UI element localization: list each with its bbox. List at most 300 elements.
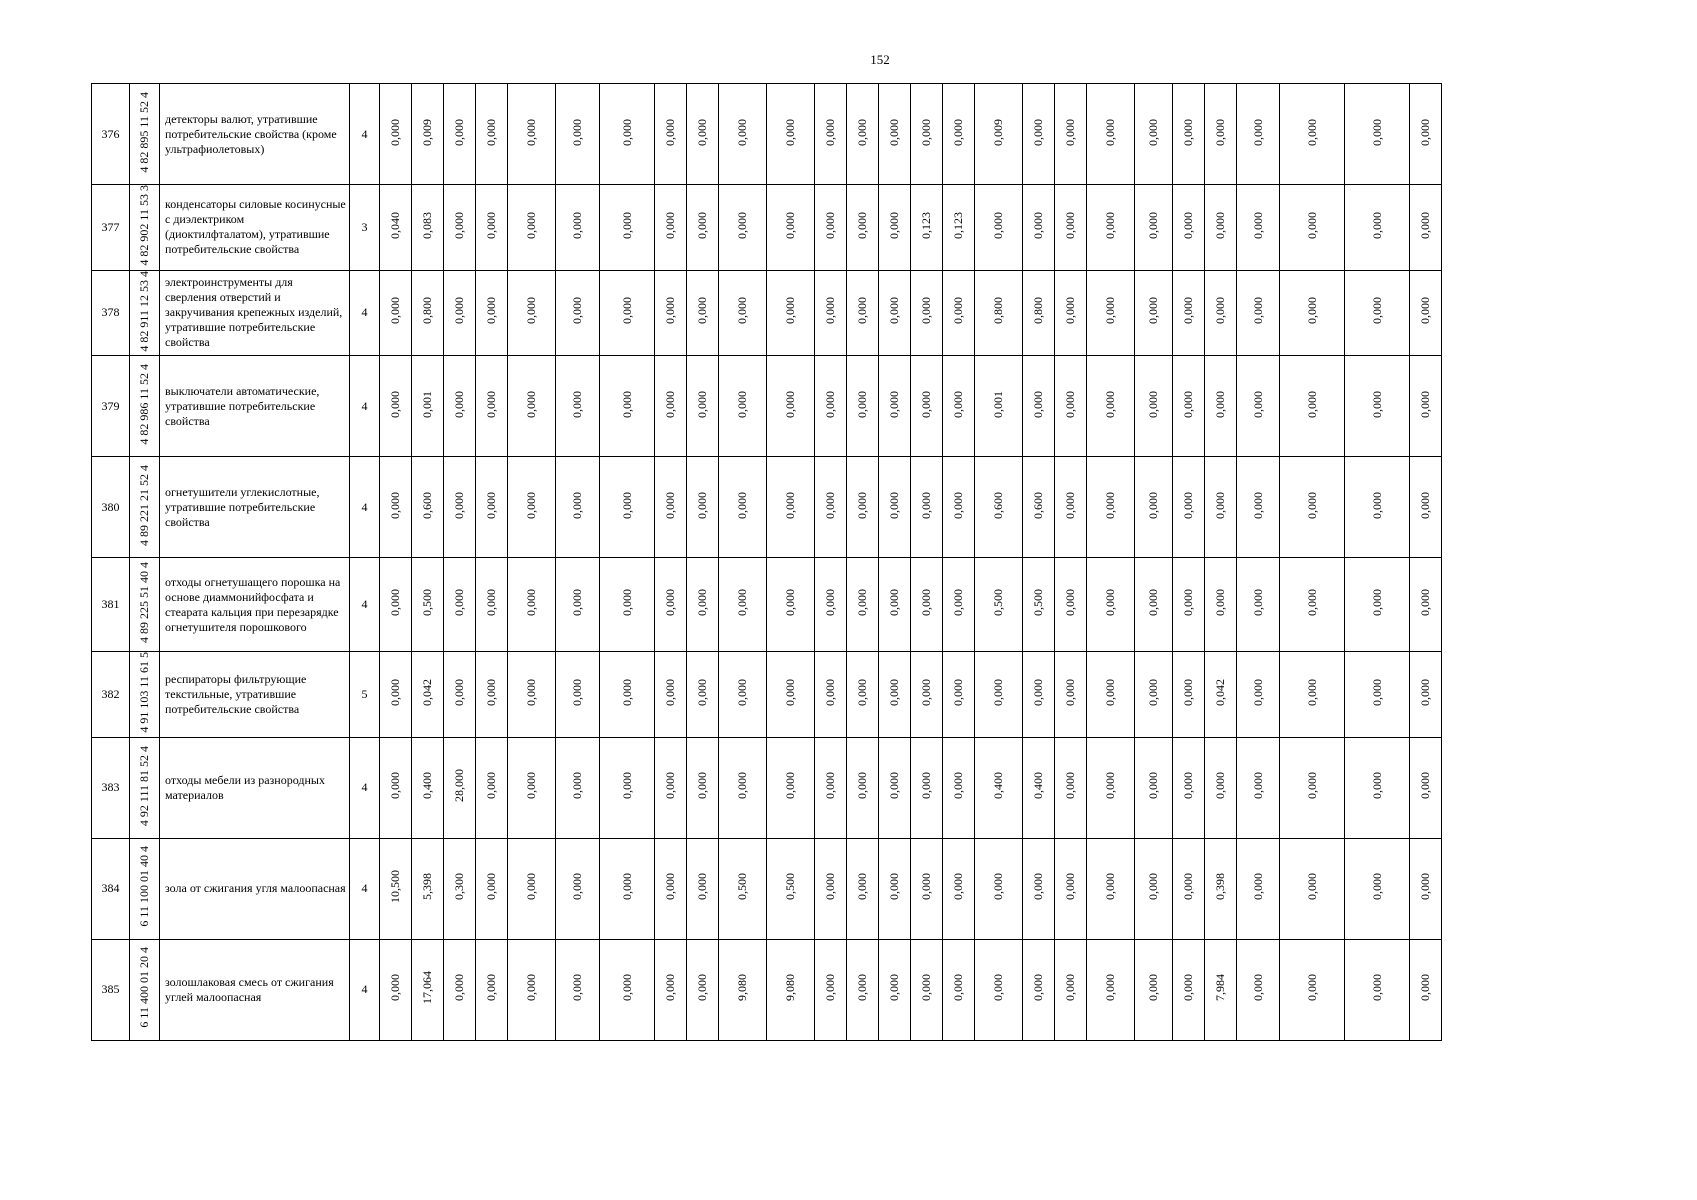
hazard-class-cell: 4 [350,457,380,558]
value-cell-text: 0,000 [919,589,933,617]
value-cell-text: 0,123 [919,211,933,239]
value-cell-text: 0,000 [619,873,634,901]
value-cell-text: 0,000 [484,974,498,1002]
value-cell [556,838,600,939]
value-cell [1205,939,1237,1040]
value-cell [719,270,767,356]
value-cell [687,652,719,738]
value-cell [1087,652,1135,738]
value-cell-text: 0,000 [1418,678,1432,706]
hazard-class-cell: 3 [350,185,380,271]
value-cell [600,939,655,1040]
value-cell [1173,84,1205,185]
value-cell-text: 0,000 [951,974,965,1002]
value-cell-text: 0,000 [991,678,1005,706]
value-cell-text: 0,000 [855,772,869,800]
value-cell [1237,737,1280,838]
value-cell-text: 0,000 [783,678,797,706]
value-cell [1205,185,1237,271]
value-cell [476,185,508,271]
value-cell [975,84,1023,185]
value-cell [879,270,911,356]
table-row [92,558,1442,652]
value-cell [815,558,847,652]
value-cell-text: 0,000 [735,118,749,146]
waste-code-cell [130,270,160,356]
value-cell-text: 0,000 [1369,772,1384,800]
value-cell-text: 0,000 [991,873,1005,901]
value-cell-text: 0,000 [1304,118,1319,146]
value-cell [1173,939,1205,1040]
value-cell [1023,939,1055,1040]
value-cell [600,838,655,939]
value-cell-text: 0,000 [887,974,901,1002]
value-cell [1280,652,1345,738]
value-cell-text: 0,500 [991,589,1005,617]
value-cell [1237,457,1280,558]
value-cell [847,270,879,356]
value-cell-text: 0,000 [783,589,797,617]
value-cell [444,84,476,185]
value-cell-text: 0,000 [1250,873,1265,901]
value-cell-text: 0,000 [887,772,901,800]
value-cell [1280,939,1345,1040]
value-cell [476,457,508,558]
value-cell-text: 0,009 [991,118,1005,146]
value-cell-text: 0,000 [1369,678,1384,706]
value-cell [687,185,719,271]
value-cell [1023,838,1055,939]
table-row [92,356,1442,457]
value-cell-text: 0,000 [524,211,538,239]
value-cell [655,737,687,838]
value-cell [767,185,815,271]
value-cell-text: 0,000 [570,678,584,706]
value-cell [655,84,687,185]
value-cell-text: 0,000 [1063,589,1077,617]
value-cell [380,939,412,1040]
value-cell-text: 0,000 [1250,491,1265,519]
value-cell-text: 0,000 [1418,974,1432,1002]
value-cell [1135,457,1173,558]
hazard-class-cell: 4 [350,558,380,652]
value-cell [687,737,719,838]
value-cell [444,270,476,356]
value-cell-text: 0,000 [1103,297,1117,325]
value-cell-text: 0,000 [524,390,538,418]
value-cell [655,270,687,356]
value-cell-text: 0,000 [1418,589,1432,617]
value-cell [1345,84,1410,185]
value-cell-text: 0,000 [484,211,498,239]
value-cell-text: 0,000 [695,589,709,617]
value-cell-text: 0,000 [783,491,797,519]
value-cell [508,457,556,558]
hazard-class-cell: 4 [350,939,380,1040]
value-cell [508,939,556,1040]
value-cell-text: 0,000 [1146,678,1160,706]
value-cell [1173,558,1205,652]
value-cell-text: 0,000 [1103,873,1117,901]
value-cell [1345,558,1410,652]
value-cell-text: 0,000 [388,974,402,1002]
value-cell [911,558,943,652]
value-cell-text: 0,000 [619,589,634,617]
value-cell [1055,457,1087,558]
value-cell [380,737,412,838]
value-cell-text: 0,000 [388,390,402,418]
table-row [92,84,1442,185]
value-cell [815,737,847,838]
value-cell [719,356,767,457]
value-cell-text: 0,000 [735,772,749,800]
value-cell-text: 0,000 [388,678,402,706]
value-cell [847,838,879,939]
value-cell-text: 0,000 [663,974,677,1002]
value-cell [719,558,767,652]
value-cell-text: 0,000 [570,297,584,325]
value-cell-text: 0,000 [951,873,965,901]
value-cell-text: 0,000 [1304,873,1319,901]
hazard-class-cell: 4 [350,838,380,939]
value-cell-text: 0,000 [1250,678,1265,706]
value-cell [476,356,508,457]
waste-name-cell: отходы мебели из разнородных материалов [160,737,350,838]
value-cell-text: 0,000 [1250,297,1265,325]
value-cell-text: 0,000 [1250,772,1265,800]
value-cell-text: 0,000 [887,678,901,706]
value-cell [1135,356,1173,457]
value-cell-text: 0,500 [783,873,797,901]
value-cell-text: 0,000 [619,211,634,239]
value-cell-text: 0,000 [1250,589,1265,617]
value-cell-text: 0,000 [1304,211,1319,239]
value-cell [1410,838,1442,939]
value-cell [975,558,1023,652]
value-cell [1237,84,1280,185]
value-cell-text: 0,000 [823,589,837,617]
waste-name-cell: выключатели автоматические, утратившие потребительские свойства [160,356,350,457]
hazard-class-cell: 4 [350,737,380,838]
value-cell-text: 7,984 [1213,974,1227,1002]
value-cell [719,939,767,1040]
value-cell [879,838,911,939]
waste-name-cell: зола от сжигания угля малоопасная [160,838,350,939]
value-cell [1280,270,1345,356]
value-cell [1055,84,1087,185]
value-cell [1345,838,1410,939]
value-cell-text: 0,000 [1103,390,1117,418]
value-cell-text: 0,000 [919,297,933,325]
value-cell-text: 0,000 [1181,772,1195,800]
value-cell [1237,939,1280,1040]
value-cell-text: 0,000 [484,873,498,901]
value-cell-text: 0,000 [695,491,709,519]
value-cell-text: 0,042 [1213,678,1227,706]
value-cell [943,270,975,356]
value-cell [767,652,815,738]
value-cell [1410,558,1442,652]
value-cell-text: 0,000 [951,678,965,706]
value-cell [975,838,1023,939]
value-cell-text: 0,000 [951,118,965,146]
value-cell-text: 0,000 [855,211,869,239]
value-cell [556,356,600,457]
value-cell [655,558,687,652]
value-cell-text: 0,123 [951,211,965,239]
value-cell-text: 0,000 [570,772,584,800]
value-cell [847,84,879,185]
value-cell-text: 0,000 [663,678,677,706]
value-cell [719,457,767,558]
value-cell [1410,185,1442,271]
waste-code-cell-text: 6 11 100 01 40 4 [137,846,151,927]
value-cell-text: 0,000 [695,390,709,418]
value-cell [687,84,719,185]
value-cell-text: 0,000 [887,297,901,325]
value-cell-text: 0,000 [919,873,933,901]
value-cell [1087,457,1135,558]
value-cell-text: 9,080 [735,974,749,1002]
value-cell [1055,939,1087,1040]
value-cell [444,457,476,558]
value-cell-text: 0,000 [783,390,797,418]
value-cell [1087,84,1135,185]
value-cell-text: 0,000 [619,390,634,418]
value-cell [1410,84,1442,185]
value-cell-text: 0,000 [1213,390,1227,418]
value-cell-text: 0,000 [1181,297,1195,325]
value-cell [556,939,600,1040]
value-cell-text: 0,000 [1103,678,1117,706]
value-cell-text: 0,000 [570,118,584,146]
value-cell [1135,652,1173,738]
value-cell-text: 0,000 [1418,297,1432,325]
hazard-class-cell: 5 [350,652,380,738]
value-cell-text: 0,000 [1304,491,1319,519]
value-cell [1087,737,1135,838]
value-cell [1023,737,1055,838]
value-cell [815,185,847,271]
value-cell [687,270,719,356]
value-cell [1135,185,1173,271]
waste-name-cell: огнетушители углекислотные, утратившие потребительские свойства [160,457,350,558]
value-cell-text: 0,000 [1369,390,1384,418]
value-cell-text: 0,000 [855,678,869,706]
waste-code-cell-text: 4 92 111 81 52 4 [137,745,151,826]
value-cell [476,838,508,939]
value-cell-text: 0,000 [663,390,677,418]
value-cell-text: 0,000 [783,772,797,800]
value-cell [767,737,815,838]
value-cell-text: 0,000 [484,772,498,800]
waste-code-cell [130,838,160,939]
value-cell [1345,652,1410,738]
value-cell-text: 0,000 [1103,589,1117,617]
value-cell-text: 0,500 [420,589,434,617]
value-cell [1087,356,1135,457]
value-cell-text: 0,000 [951,390,965,418]
waste-name-cell: золошлаковая смесь от сжигания углей малоопасная [160,939,350,1040]
value-cell [508,270,556,356]
row-number-cell: 380 [92,457,130,558]
value-cell-text: 0,000 [1146,873,1160,901]
value-cell [911,356,943,457]
value-cell-text: 0,600 [991,491,1005,519]
value-cell-text: 0,800 [1031,297,1045,325]
value-cell-text: 0,000 [619,974,634,1002]
value-cell [600,84,655,185]
waste-code-cell-text: 4 82 895 11 52 4 [137,91,151,173]
row-number-cell: 384 [92,838,130,939]
value-cell [1237,356,1280,457]
value-cell-text: 28,000 [452,769,466,803]
value-cell-text: 0,000 [1181,678,1195,706]
value-cell [1205,838,1237,939]
value-cell [508,84,556,185]
value-cell-text: 0,000 [663,873,677,901]
value-cell [1055,185,1087,271]
value-cell [1205,270,1237,356]
value-cell-text: 0,000 [823,873,837,901]
value-cell [1055,737,1087,838]
value-cell [476,652,508,738]
value-cell-text: 17,064 [420,971,434,1005]
value-cell [879,652,911,738]
value-cell [556,270,600,356]
value-cell-text: 0,000 [1146,211,1160,239]
value-cell [911,737,943,838]
value-cell [767,457,815,558]
value-cell-text: 0,000 [919,772,933,800]
value-cell-text: 0,000 [524,491,538,519]
value-cell [508,737,556,838]
value-cell [476,84,508,185]
waste-code-cell [130,457,160,558]
value-cell-text: 0,000 [1250,974,1265,1002]
value-cell-text: 0,000 [1304,589,1319,617]
value-cell [1023,652,1055,738]
table-row [92,270,1442,356]
value-cell-text: 0,000 [1031,974,1045,1002]
value-cell [508,185,556,271]
value-cell-text: 0,000 [991,211,1005,239]
value-cell-text: 0,000 [887,118,901,146]
value-cell [847,457,879,558]
value-cell [1023,185,1055,271]
value-cell [380,558,412,652]
value-cell-text: 0,000 [388,491,402,519]
table-row [92,838,1442,939]
value-cell [508,652,556,738]
value-cell-text: 0,000 [1181,118,1195,146]
value-cell-text: 0,000 [1181,491,1195,519]
value-cell [879,939,911,1040]
value-cell-text: 0,000 [887,873,901,901]
value-cell-text: 0,000 [570,491,584,519]
row-number-cell: 378 [92,270,130,356]
value-cell-text: 0,000 [452,118,466,146]
value-cell [1173,356,1205,457]
value-cell-text: 0,000 [695,211,709,239]
value-cell [476,558,508,652]
value-cell [815,652,847,738]
row-number-cell: 379 [92,356,130,457]
value-cell-text: 0,000 [452,491,466,519]
value-cell-text: 0,000 [524,772,538,800]
value-cell-text: 0,600 [420,491,434,519]
value-cell-text: 0,000 [1250,118,1265,146]
value-cell [847,185,879,271]
value-cell [767,270,815,356]
value-cell [1280,737,1345,838]
value-cell [1280,356,1345,457]
value-cell-text: 0,000 [1418,772,1432,800]
value-cell [943,457,975,558]
value-cell-text: 0,400 [991,772,1005,800]
value-cell [911,939,943,1040]
value-cell-text: 0,000 [619,772,634,800]
value-cell [911,457,943,558]
value-cell-text: 0,000 [484,491,498,519]
value-cell [1410,457,1442,558]
value-cell [1173,838,1205,939]
value-cell [1087,185,1135,271]
value-cell [556,558,600,652]
value-cell [476,270,508,356]
value-cell [767,939,815,1040]
value-cell-text: 0,000 [1181,390,1195,418]
value-cell [556,652,600,738]
value-cell [380,356,412,457]
value-cell-text: 0,000 [1063,297,1077,325]
value-cell [1173,270,1205,356]
waste-code-cell [130,652,160,738]
value-cell [1205,652,1237,738]
value-cell [943,84,975,185]
value-cell-text: 0,300 [452,873,466,901]
value-cell [556,84,600,185]
waste-code-cell-text: 4 82 902 11 53 3 [137,185,151,266]
value-cell-text: 0,000 [1031,873,1045,901]
value-cell [600,185,655,271]
value-cell [1410,939,1442,1040]
value-cell [412,558,444,652]
waste-balance-table [91,83,1442,1041]
value-cell-text: 0,000 [484,390,498,418]
value-cell [600,737,655,838]
value-cell-text: 0,400 [1031,772,1045,800]
value-cell [847,558,879,652]
value-cell-text: 0,000 [1369,297,1384,325]
value-cell-text: 0,000 [951,297,965,325]
value-cell-text: 0,001 [991,390,1005,418]
value-cell-text: 0,000 [823,491,837,519]
value-cell-text: 0,000 [484,297,498,325]
waste-name-cell: респираторы фильтрующие текстильные, утратившие потребительские свойства [160,652,350,738]
value-cell [1280,838,1345,939]
value-cell-text: 0,000 [1103,118,1117,146]
value-cell [879,84,911,185]
value-cell-text: 0,000 [570,974,584,1002]
value-cell [975,457,1023,558]
value-cell [767,84,815,185]
value-cell [412,457,444,558]
value-cell-text: 0,000 [1146,118,1160,146]
waste-code-cell [130,737,160,838]
value-cell [655,939,687,1040]
value-cell [508,356,556,457]
